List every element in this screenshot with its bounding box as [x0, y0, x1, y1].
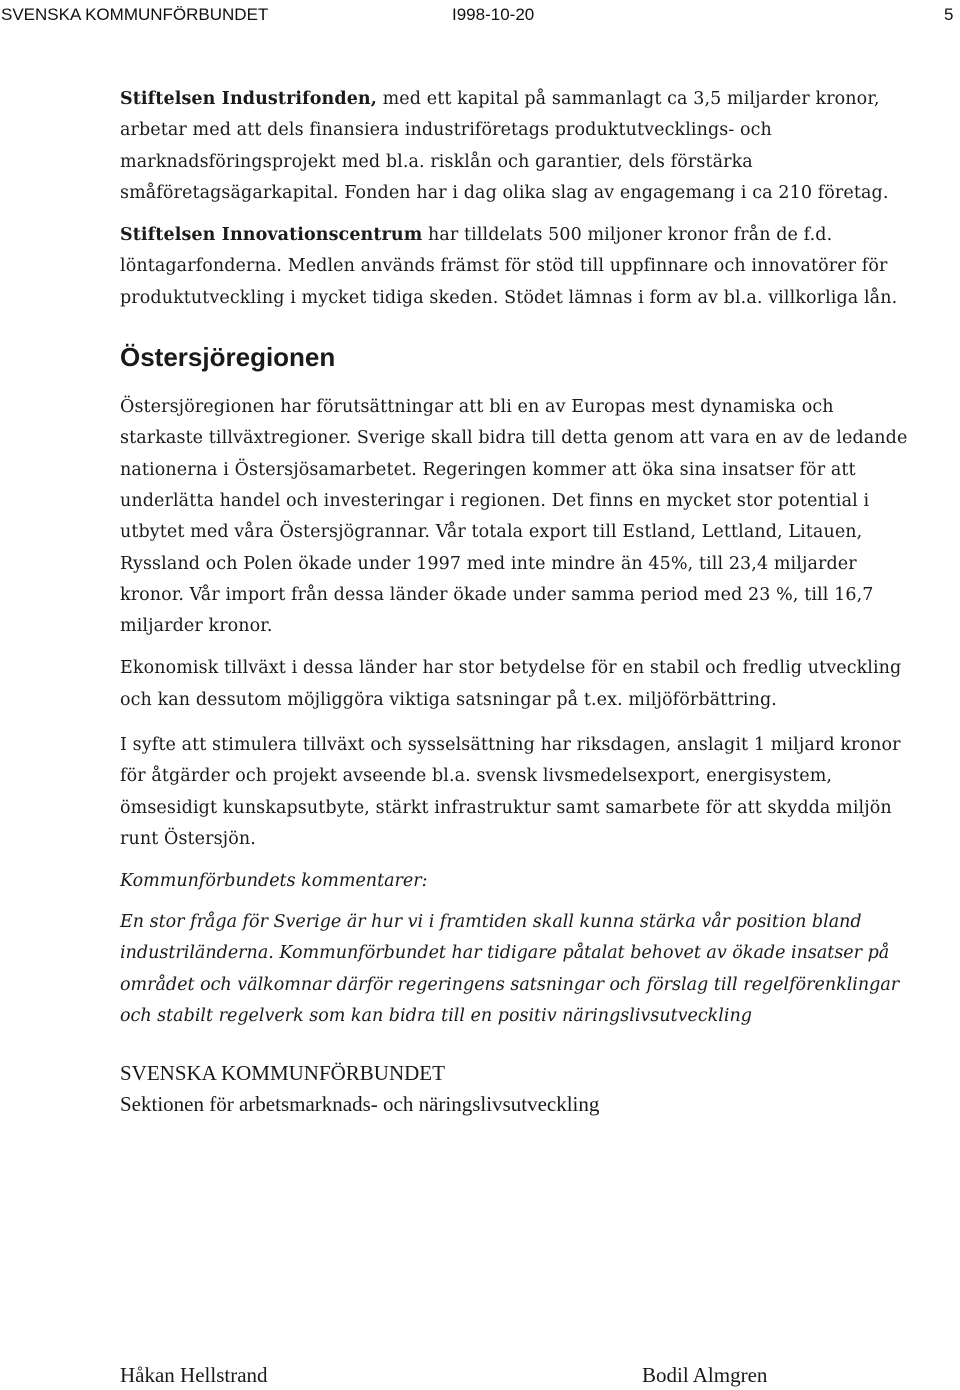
signatures [120, 1360, 820, 1390]
comments-text: En stor fråga för Sverige är hur vi i framtiden skall kunna stärka vår position bland industriländerna. Kommunförbundet har tidigare påtalat behovet av ökade insatser på området och välkomnar därför regeringens satsningar och förslag till regelförenklingar och stabilt regelverk som kan bidra till en positiv näringslivsutveckling [120, 912, 900, 1026]
paragraph-innovationscentrum [120, 220, 910, 314]
header-date: I998-10-20 [452, 5, 535, 24]
section-paragraph-1: Östersjöregionen har förutsättningar att bli en av Europas mest dynamiska och starkaste tillväxtregioner. Sverige skall bidra till detta genom att vara en av de ledande nationerna i Östersjösamarbetet. Regeringen kommer att öka sina insatser för att underlätta handel och investeringar i regionen. Det finns en mycket stor potential i utbytet med våra Östersjögrannar. Vår totala export till Estland, Lettland, Litauen, Ryssland och Polen ökade under 1997 med inte mindre än 45%, till 23,4 miljarder kronor. Vår import från dessa länder ökade under samma period med 23 %, till 16,7 miljarder kronor. [120, 397, 908, 637]
closing-section: Sektionen för arbetsmarknads- och näringslivsutveckling [120, 1092, 600, 1117]
paragraph-industrifonden [120, 84, 910, 209]
org-name-industrifonden: Stiftelsen Industrifonden, [120, 89, 377, 109]
page-number: 5 [944, 5, 954, 24]
section-heading: Östersjöregionen [120, 342, 336, 373]
closing-organization: SVENSKA KOMMUNFÖRBUNDET [120, 1061, 445, 1086]
org-name-innovationscentrum: Stiftelsen Innovationscentrum [120, 225, 423, 246]
header-organization: SVENSKA KOMMUNFÖRBUNDET [1, 5, 269, 24]
paragraph-text: har tilldelats 500 miljoner kronor från de f.d. löntagarfonderna. Medlen används främst för stöd till uppfinnare och innovatörer för produktutveckling i mycket tidiga skeden. Stödet lämnas i form av bl.a. villkorliga lån. [120, 225, 898, 308]
page-header [0, 3, 960, 27]
section-paragraph-3: I syfte att stimulera tillväxt och sysselsättning har riksdagen, anslagit 1 miljard kronor för åtgärder och projekt avseende bl.a. svensk livsmedelsexport, energisystem, ömsesidigt kunskapsutbyte, stärkt infrastruktur samt samarbete för att skydda miljön runt Östersjön. [120, 735, 901, 849]
comments-label: Kommunförbundets kommentarer: [120, 871, 428, 892]
paragraph-text: med ett kapital på sammanlagt ca 3,5 miljarder kronor, arbetar med att dels finansiera industriföretags produktutvecklings- och marknadsföringsprojekt med bl.a. risklån och garantier, dels förstärka småföretagsägarkapital. Fonden har i dag olika slag av engagemang i ca 210 företag. [120, 89, 889, 203]
document-body [120, 84, 910, 1120]
section-paragraph-2: Ekonomisk tillväxt i dessa länder har stor betydelse för en stabil och fredlig utveckling och kan dessutom möjliggöra viktiga satsningar på t.ex. miljöförbättring. [120, 658, 902, 710]
signature-right: Bodil Almgren [642, 1363, 768, 1387]
signature-left: Håkan Hellstrand [120, 1363, 268, 1387]
